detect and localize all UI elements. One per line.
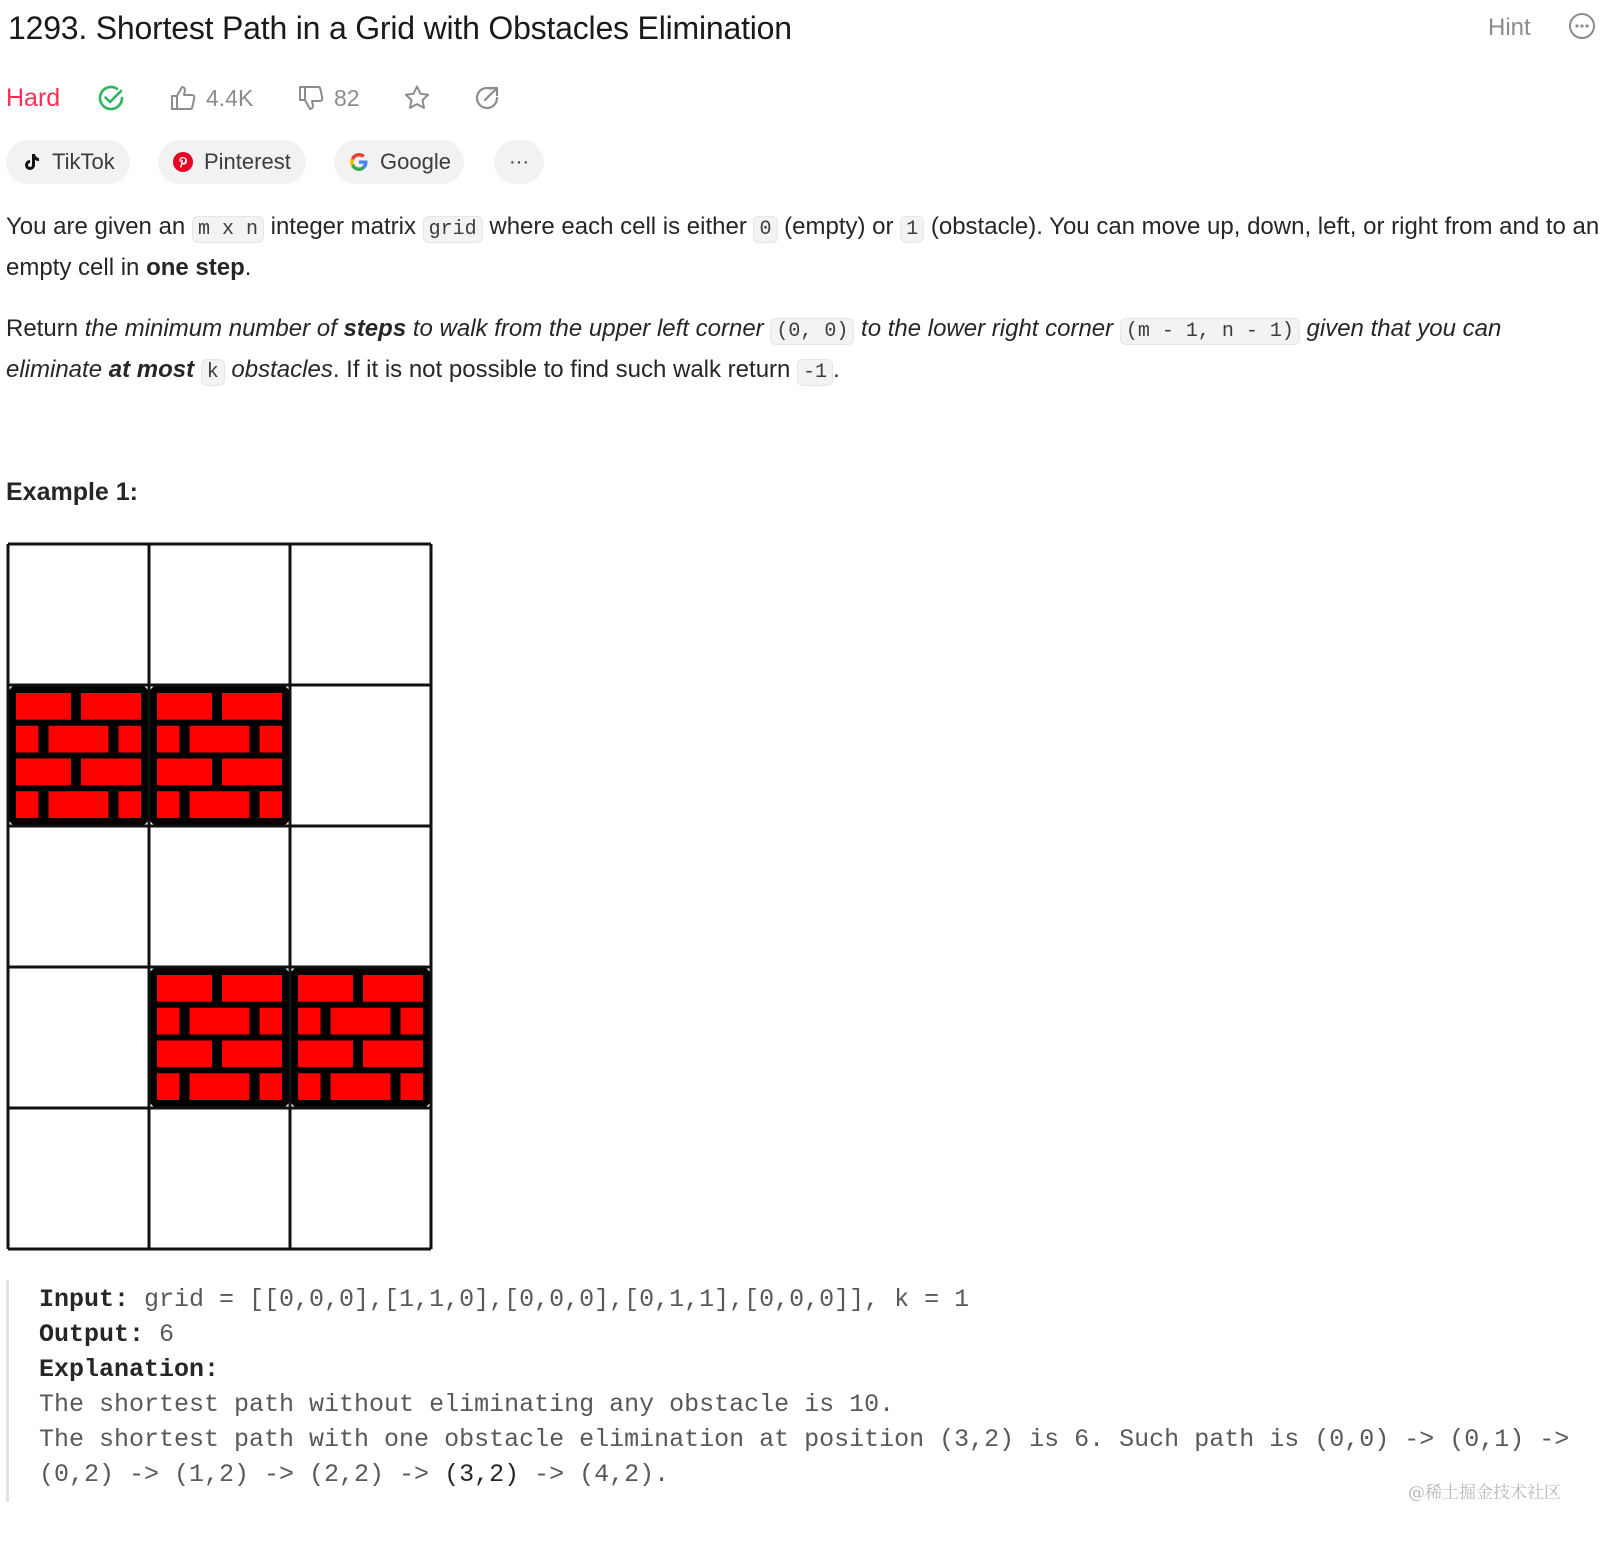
thumbs-up-icon	[168, 83, 198, 113]
like-count: 4.4K	[206, 84, 254, 111]
brick	[16, 726, 39, 753]
dislike-button[interactable]	[296, 78, 360, 118]
brick	[401, 1008, 424, 1035]
pinterest-icon	[172, 151, 194, 173]
brick	[222, 759, 282, 786]
desc-bold-italic: steps	[343, 315, 407, 342]
cell-background	[8, 1108, 149, 1249]
brick	[157, 975, 212, 1002]
brick	[157, 791, 180, 818]
empty-cell	[149, 1108, 290, 1249]
more-options-icon[interactable]	[1568, 12, 1596, 40]
dislike-count: 82	[334, 84, 360, 111]
brick	[157, 726, 180, 753]
tag-label: TikTok	[52, 149, 115, 174]
desc-text: You are given an	[6, 213, 192, 240]
tag-tiktok[interactable]	[6, 140, 130, 184]
tag-label: Pinterest	[204, 149, 291, 174]
brick	[260, 791, 283, 818]
brick	[298, 1073, 321, 1100]
inline-code: m x n	[192, 216, 264, 243]
tag-google[interactable]	[334, 140, 464, 184]
obstacle-cell	[149, 967, 290, 1108]
brick	[49, 791, 109, 818]
cell-background	[290, 685, 431, 826]
brick	[401, 1073, 424, 1100]
cell-background	[149, 544, 290, 685]
cell-background	[8, 544, 149, 685]
desc-text: where each cell is either	[482, 213, 754, 240]
brick	[260, 726, 283, 753]
brick	[16, 759, 71, 786]
title-row	[8, 8, 1598, 52]
explanation-line: The shortest path with one obstacle elimination at position (3,2) is 6. Such path is (0,0) -> (0,1) ->	[39, 1425, 1570, 1454]
desc-bold-italic: at most	[108, 356, 195, 383]
obstacle-cell	[8, 685, 149, 826]
obstacle-cell	[290, 967, 431, 1108]
brick	[331, 1073, 391, 1100]
inline-code: 0	[753, 216, 777, 243]
brick	[157, 1041, 212, 1068]
brick	[190, 1008, 250, 1035]
cell-background	[8, 967, 149, 1108]
desc-italic: to walk from the upper left corner	[406, 315, 771, 342]
brick	[363, 1041, 423, 1068]
desc-italic: obstacles	[224, 356, 333, 383]
hint-button[interactable]: Hint	[1488, 14, 1531, 41]
brick	[157, 693, 212, 720]
desc-italic: to the lower right corner	[861, 315, 1120, 342]
brick	[157, 1073, 180, 1100]
google-icon	[348, 151, 370, 173]
tag-pinterest[interactable]	[158, 140, 306, 184]
empty-cell	[8, 967, 149, 1108]
description-paragraph-2	[6, 310, 1600, 392]
explanation-label: Explanation:	[39, 1355, 220, 1384]
desc-text: integer matrix	[263, 213, 423, 240]
brick	[16, 791, 39, 818]
like-button[interactable]	[168, 78, 253, 118]
empty-cell	[290, 826, 431, 967]
tag-label: Google	[380, 149, 451, 174]
brick	[222, 975, 282, 1002]
check-circle-icon	[96, 83, 126, 113]
company-tags	[6, 140, 606, 184]
desc-text: (empty) or	[777, 213, 901, 240]
empty-cell	[290, 1108, 431, 1249]
accepted-status	[96, 78, 126, 118]
inline-code: grid	[423, 216, 483, 243]
brick	[157, 1008, 180, 1035]
tags-more-button[interactable]	[494, 140, 544, 184]
inline-code: (0, 0)	[770, 318, 854, 345]
share-icon	[472, 83, 502, 113]
brick	[119, 726, 142, 753]
desc-bold: one step	[146, 254, 245, 281]
brick	[190, 791, 250, 818]
output-value: 6	[144, 1320, 175, 1349]
inline-code: k	[201, 359, 225, 386]
output-label: Output:	[39, 1320, 145, 1349]
brick	[331, 1008, 391, 1035]
brick	[222, 693, 282, 720]
desc-text: . If it is not possible to find such walk return	[332, 356, 798, 383]
cell-background	[290, 544, 431, 685]
brick	[16, 693, 71, 720]
empty-cell	[290, 685, 431, 826]
explanation-line: -> (4,2).	[519, 1460, 670, 1489]
brick	[260, 1073, 283, 1100]
thumbs-down-icon	[296, 83, 326, 113]
brick	[298, 1008, 321, 1035]
cell-background	[290, 826, 431, 967]
brick	[81, 693, 141, 720]
watermark: @稀土掘金技术社区	[1408, 1483, 1561, 1503]
brick	[260, 1008, 283, 1035]
explanation-line: The shortest path without eliminating any obstacle is 10.	[39, 1390, 895, 1419]
empty-cell	[8, 1108, 149, 1249]
difficulty-badge: Hard	[6, 83, 61, 112]
cell-background	[149, 1108, 290, 1249]
cell-background	[8, 826, 149, 967]
desc-italic: the minimum number of	[84, 315, 344, 342]
empty-cell	[290, 544, 431, 685]
example-io-block	[6, 1280, 1600, 1502]
example-grid-image	[6, 542, 436, 1252]
tiktok-icon	[20, 151, 42, 173]
brick	[298, 1041, 353, 1068]
explanation-line: (0,2) -> (1,2) -> (2,2) ->	[39, 1460, 445, 1489]
explanation-emphasis: (3,2)	[444, 1460, 520, 1489]
example-title: Example 1:	[6, 478, 139, 506]
inline-code: 1	[900, 216, 924, 243]
meta-row	[6, 78, 606, 118]
desc-text: .	[833, 356, 840, 383]
problem-title: 1293. Shortest Path in a Grid with Obstacles Elimination	[8, 10, 792, 46]
desc-italic: given that you can eliminate	[6, 315, 1502, 383]
share-button[interactable]	[472, 78, 502, 118]
cell-background	[149, 826, 290, 967]
desc-text: Return	[6, 315, 85, 342]
favorite-button[interactable]	[402, 78, 432, 118]
description-paragraph-1	[6, 208, 1600, 287]
star-icon	[402, 83, 432, 113]
desc-text: .	[244, 254, 252, 281]
inline-code: -1	[797, 359, 833, 386]
cell-background	[290, 1108, 431, 1249]
more-icon: ···	[509, 150, 529, 173]
empty-cell	[149, 826, 290, 967]
empty-cell	[8, 544, 149, 685]
brick	[157, 759, 212, 786]
inline-code: (m - 1, n - 1)	[1120, 318, 1300, 345]
brick	[49, 726, 109, 753]
empty-cell	[149, 544, 290, 685]
input-value: grid = [[0,0,0],[1,1,0],[0,0,0],[0,1,1],[0,0,0]], k = 1	[129, 1285, 970, 1314]
brick	[222, 1041, 282, 1068]
desc-text: (obstacle). You can move up, down, left, or right from and to an empty cell in	[6, 213, 1600, 281]
empty-cell	[8, 826, 149, 967]
brick	[190, 726, 250, 753]
input-label: Input:	[39, 1285, 130, 1314]
brick	[298, 975, 353, 1002]
brick	[119, 791, 142, 818]
obstacle-cell	[149, 685, 290, 826]
brick	[190, 1073, 250, 1100]
brick	[81, 759, 141, 786]
brick	[363, 975, 423, 1002]
